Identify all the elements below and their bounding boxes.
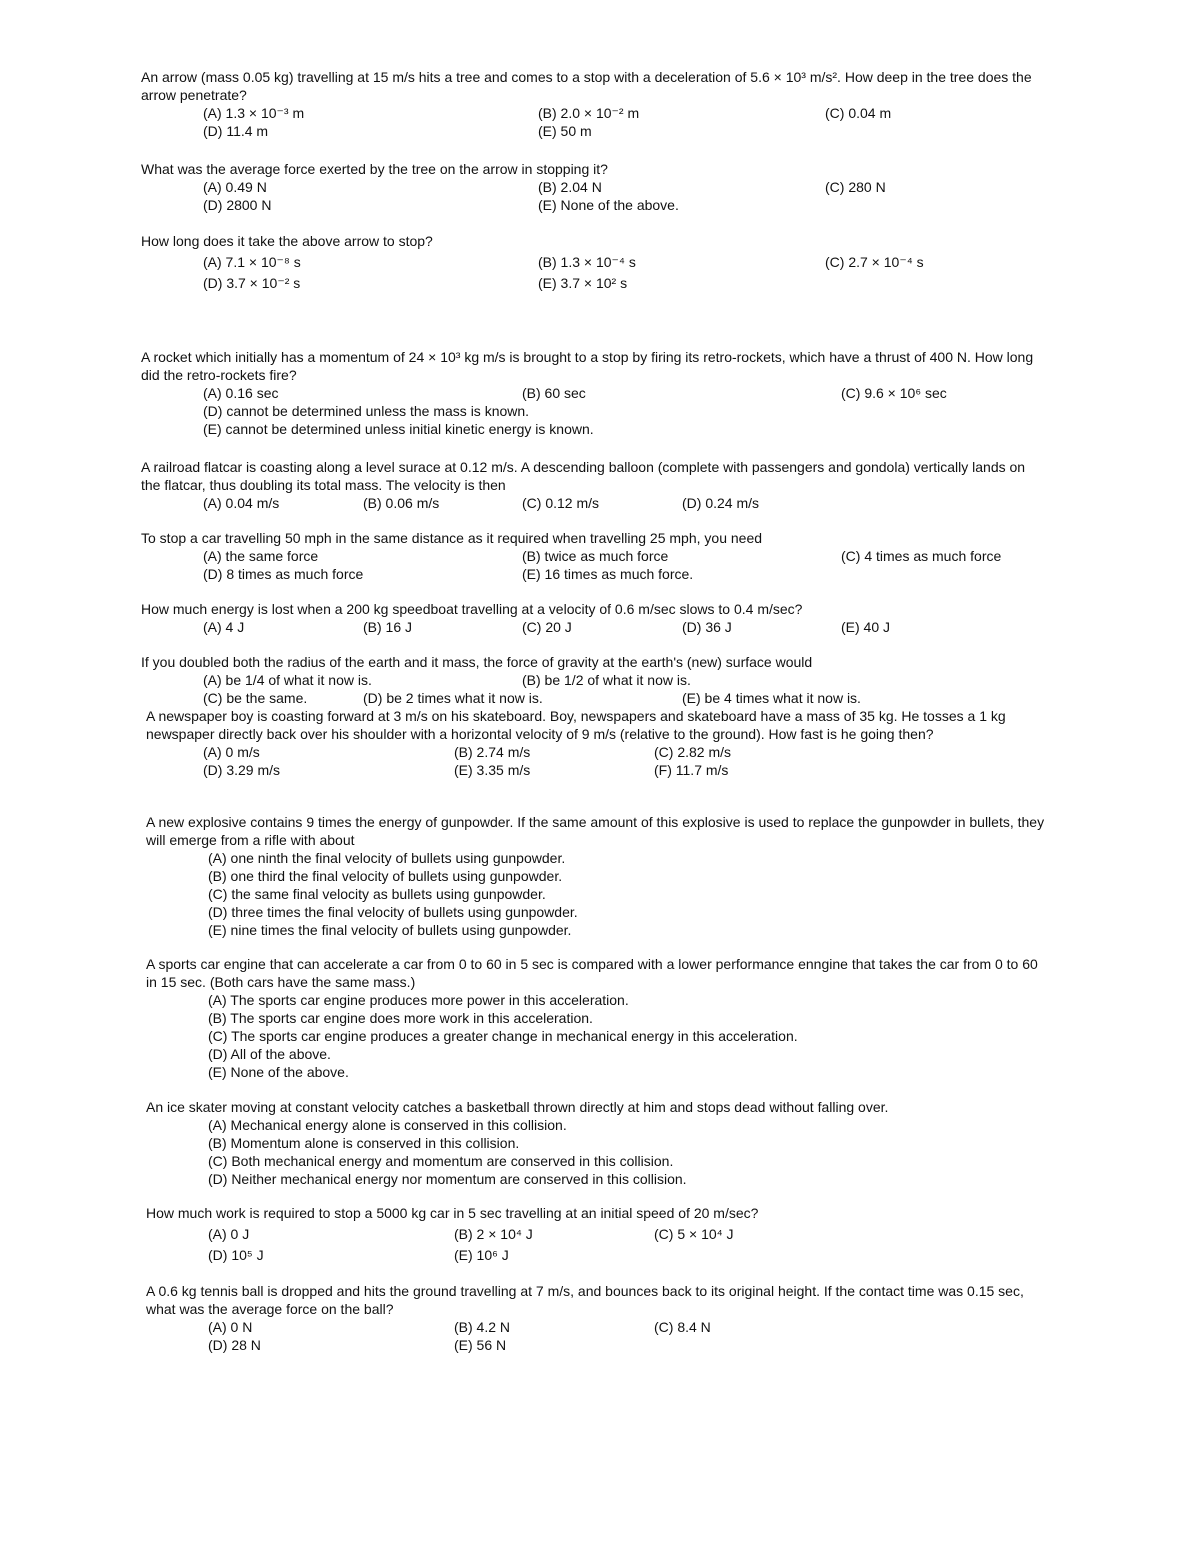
option-c: (C) 280 N <box>825 179 886 195</box>
option-e: (E) 40 J <box>841 619 891 635</box>
question-9 <box>141 707 1041 779</box>
option-c: (C) 5 × 10⁴ J <box>654 1226 734 1242</box>
option-e: (E) 3.35 m/s <box>454 762 531 778</box>
option-b: (B) be 1/2 of what it now is. <box>522 672 691 688</box>
option-d: (D) be 2 times what it now is. <box>363 690 543 706</box>
question-stem: A railroad flatcar is coasting along a level surace at 0.12 m/s. A descending balloon (complete with passengers and gondola) vertically lands on the flatcar, thus doubling its total mass. The velocity is then <box>141 459 1026 493</box>
option-b: (B) 2.74 m/s <box>454 744 531 760</box>
option-b: (B) 0.06 m/s <box>363 495 440 511</box>
option-c: (C) 8.4 N <box>654 1319 711 1335</box>
option-e: (E) None of the above. <box>538 197 679 213</box>
option-b: (B) 60 sec <box>522 385 586 401</box>
option-a: (A) 0.16 sec <box>203 385 279 401</box>
option-a: (A) 0 m/s <box>203 744 260 760</box>
question-3 <box>141 232 1041 289</box>
question-10 <box>146 813 1046 939</box>
option-a: (A) 0 J <box>208 1226 250 1242</box>
option-b: (B) 4.2 N <box>454 1319 511 1335</box>
option-e: (E) 56 N <box>454 1337 507 1353</box>
question-14 <box>146 1282 1046 1354</box>
question-11 <box>146 955 1046 1081</box>
question-stem: If you doubled both the radius of the earth and it mass, the force of gravity at the earth's (new) surface would <box>141 654 813 670</box>
question-7 <box>141 600 1041 636</box>
option-e: (E) 50 m <box>538 123 592 139</box>
option-d: (D) three times the final velocity of bullets using gunpowder. <box>208 904 578 920</box>
question-stem: How much energy is lost when a 200 kg speedboat travelling at a velocity of 0.6 m/sec slows to 0.4 m/sec? <box>141 601 803 617</box>
option-e: (E) nine times the final velocity of bullets using gunpowder. <box>208 922 572 938</box>
option-f: (F) 11.7 m/s <box>654 762 729 778</box>
option-c: (C) 0.12 m/s <box>522 495 600 511</box>
option-e: (E) cannot be determined unless initial kinetic energy is known. <box>203 421 594 437</box>
question-stem: What was the average force exerted by the tree on the arrow in stopping it? <box>141 161 608 177</box>
option-b: (B) 2.04 N <box>538 179 602 195</box>
option-a: (A) 0.49 N <box>203 179 267 195</box>
option-d: (D) 3.29 m/s <box>203 762 281 778</box>
option-c: (C) Both mechanical energy and momentum are conserved in this collision. <box>208 1153 674 1169</box>
option-d: (D) cannot be determined unless the mass is known. <box>203 403 530 419</box>
question-5 <box>141 458 1041 512</box>
option-b: (B) 2 × 10⁴ J <box>454 1226 533 1242</box>
option-d: (D) 8 times as much force <box>203 566 364 582</box>
option-d: (D) 10⁵ J <box>208 1247 264 1263</box>
option-b: (B) 16 J <box>363 619 413 635</box>
option-a: (A) the same force <box>203 548 319 564</box>
option-a: (A) 4 J <box>203 619 245 635</box>
question-4 <box>141 348 1041 438</box>
option-b: (B) one third the final velocity of bullets using gunpowder. <box>208 868 563 884</box>
question-stem: A rocket which initially has a momentum of 24 × 10³ kg m/s is brought to a stop by firing its retro-rockets, which have a thrust of 400 N. How long did the retro-rockets fire? <box>141 349 1034 383</box>
option-c: (C) be the same. <box>203 690 308 706</box>
question-stem: A 0.6 kg tennis ball is dropped and hits the ground travelling at 7 m/s, and bounces back to its original height. If the contact time was 0.15 sec, what was the average force on the ball? <box>146 1283 1024 1317</box>
option-e: (E) None of the above. <box>208 1064 349 1080</box>
question-stem: How much work is required to stop a 5000 kg car in 5 sec travelling at an initial speed of 20 m/sec? <box>146 1205 759 1221</box>
option-b: (B) 2.0 × 10⁻² m <box>538 105 640 121</box>
question-stem: A newspaper boy is coasting forward at 3 m/s on his skateboard. Boy, newspapers and skateboard have a mass of 35 kg. He tosses a 1 kg newspaper directly back over his shoulder with a horizontal velocity of 9 m/s (relative to the ground). How fast is he going then? <box>146 708 1006 742</box>
option-b: (B) 1.3 × 10⁻⁴ s <box>538 254 636 270</box>
question-stem: An ice skater moving at constant velocity catches a basketball thrown directly at him and stops dead without falling over. <box>146 1099 889 1115</box>
question-2 <box>141 160 1041 214</box>
question-stem: A new explosive contains 9 times the energy of gunpowder. If the same amount of this explosive is used to replace the gunpowder in bullets, they will emerge from a rifle with about <box>146 814 1045 848</box>
option-a: (A) 7.1 × 10⁻⁸ s <box>203 254 301 270</box>
option-c: (C) the same final velocity as bullets using gunpowder. <box>208 886 546 902</box>
option-c: (C) 4 times as much force <box>841 548 1002 564</box>
question-stem: To stop a car travelling 50 mph in the same distance as it required when travelling 25 mph, you need <box>141 530 763 546</box>
option-c: (C) 0.04 m <box>825 105 892 121</box>
option-a: (A) 0 N <box>208 1319 253 1335</box>
option-b: (B) Momentum alone is conserved in this collision. <box>208 1135 520 1151</box>
option-b: (B) The sports car engine does more work in this acceleration. <box>208 1010 593 1026</box>
option-a: (A) 0.04 m/s <box>203 495 280 511</box>
option-e: (E) 3.7 × 10² s <box>538 275 628 291</box>
option-c: (C) 2.82 m/s <box>654 744 732 760</box>
option-d: (D) 36 J <box>682 619 732 635</box>
option-e: (E) be 4 times what it now is. <box>682 690 861 706</box>
question-stem: An arrow (mass 0.05 kg) travelling at 15 m/s hits a tree and comes to a stop with a deceleration of 5.6 × 10³ m/s². How deep in the tree does the arrow penetrate? <box>141 69 1032 103</box>
option-a: (A) be 1/4 of what it now is. <box>203 672 372 688</box>
question-13 <box>146 1204 1046 1261</box>
option-e: (E) 10⁶ J <box>454 1247 509 1263</box>
option-d: (D) Neither mechanical energy nor momentum are conserved in this collision. <box>208 1171 687 1187</box>
option-c: (C) 20 J <box>522 619 572 635</box>
option-c: (C) 2.7 × 10⁻⁴ s <box>825 254 924 270</box>
question-8 <box>141 653 1041 707</box>
option-e: (E) 16 times as much force. <box>522 566 694 582</box>
option-d: (D) 3.7 × 10⁻² s <box>203 275 301 291</box>
option-a: (A) one ninth the final velocity of bullets using gunpowder. <box>208 850 566 866</box>
question-stem: How long does it take the above arrow to stop? <box>141 233 433 249</box>
option-c: (C) The sports car engine produces a greater change in mechanical energy in this acceleration. <box>208 1028 798 1044</box>
option-c: (C) 9.6 × 10⁶ sec <box>841 385 947 401</box>
question-12 <box>146 1098 1046 1188</box>
option-a: (A) Mechanical energy alone is conserved in this collision. <box>208 1117 567 1133</box>
option-d: (D) 28 N <box>208 1337 261 1353</box>
option-a: (A) The sports car engine produces more power in this acceleration. <box>208 992 629 1008</box>
option-d: (D) All of the above. <box>208 1046 331 1062</box>
option-b: (B) twice as much force <box>522 548 669 564</box>
question-stem: A sports car engine that can accelerate a car from 0 to 60 in 5 sec is compared with a lower performance enngine that takes the car from 0 to 60 in 15 sec. (Both cars have the same mass.) <box>146 956 1038 990</box>
question-1 <box>141 68 1041 140</box>
option-d: (D) 11.4 m <box>203 123 269 139</box>
question-6 <box>141 529 1041 583</box>
option-d: (D) 0.24 m/s <box>682 495 760 511</box>
option-d: (D) 2800 N <box>203 197 272 213</box>
option-a: (A) 1.3 × 10⁻³ m <box>203 105 305 121</box>
